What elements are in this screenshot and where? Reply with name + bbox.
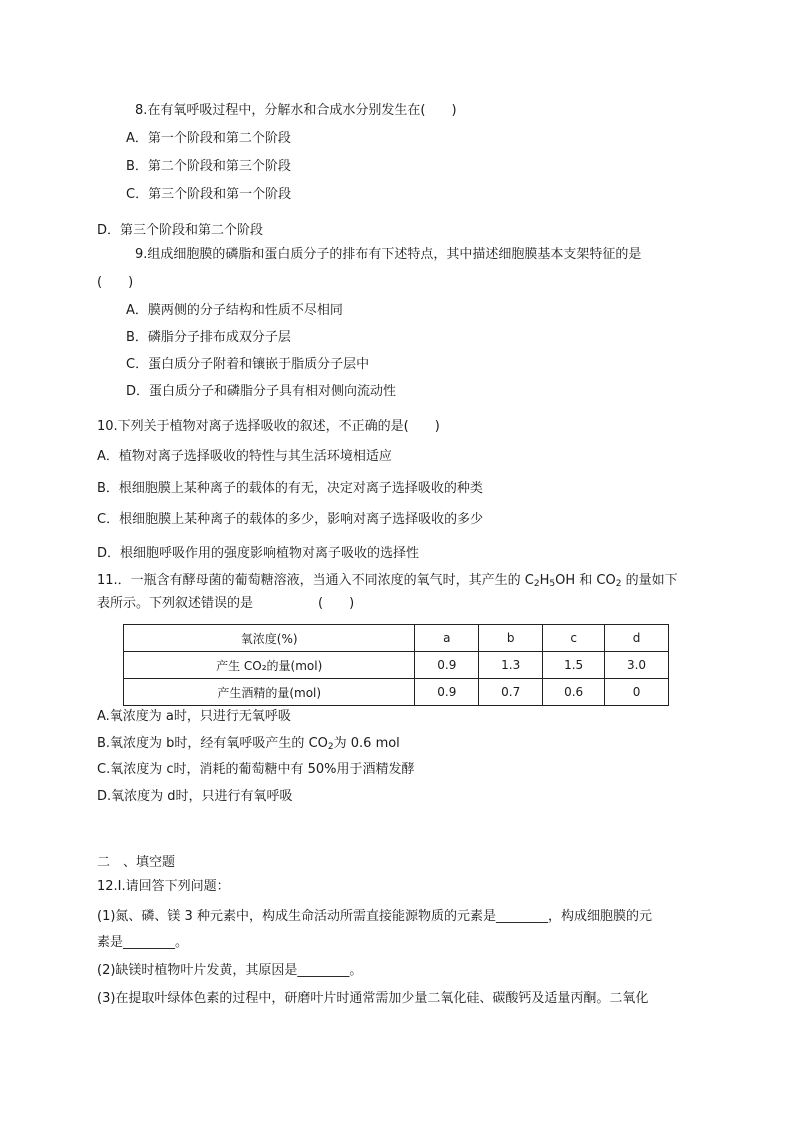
q9-option-a: A．膜两侧的分子结构和性质不尽相同 bbox=[126, 303, 343, 318]
q12-part3: (3)在提取叶绿体色素的过程中，研磨叶片时通常需加少量二氧化硅、碳酸钙及适量丙酮。二氧化 bbox=[97, 991, 649, 1006]
q8-option-b: B．第二个阶段和第三个阶段 bbox=[126, 159, 291, 174]
section-heading-fill-in: 二 、填空题 bbox=[97, 855, 176, 870]
table-header-cell: d bbox=[605, 625, 669, 652]
q12-title: 12.Ⅰ.请回答下列问题： bbox=[97, 879, 230, 894]
table-header-cell: 氧浓度(%) bbox=[124, 625, 415, 652]
q8-option-a: A．第一个阶段和第二个阶段 bbox=[126, 131, 291, 146]
q8-stem: 8.在有氧呼吸过程中，分解水和合成水分别发生在( ) bbox=[135, 103, 457, 118]
q12-part2: (2)缺镁时植物叶片发黄，其原因是________。 bbox=[97, 963, 363, 978]
table-cell: 0 bbox=[605, 679, 669, 706]
table-row-label: 产生酒精的量(mol) bbox=[124, 679, 415, 706]
table-cell: 0.7 bbox=[479, 679, 543, 706]
table-cell: 1.5 bbox=[543, 652, 605, 679]
q11-option-a: A.氧浓度为 a时，只进行无氧呼吸 bbox=[97, 709, 291, 724]
table-cell: 0.9 bbox=[415, 679, 479, 706]
table-cell: 0.6 bbox=[543, 679, 605, 706]
q12-part1-line2: 素是________。 bbox=[97, 935, 189, 950]
q10-option-c: C．根细胞膜上某种离子的载体的多少，影响对离子选择吸收的多少 bbox=[97, 512, 484, 527]
table-row bbox=[124, 625, 669, 652]
q10-stem: 10.下列关于植物对离子选择吸收的叙述，不正确的是( ) bbox=[97, 419, 440, 434]
q9-stem-bracket: ( ) bbox=[97, 275, 134, 290]
table-header-cell: b bbox=[479, 625, 543, 652]
oxygen-data-table bbox=[123, 624, 669, 706]
q9-option-b: B．磷脂分子排布成双分子层 bbox=[126, 330, 291, 345]
table-cell: 0.9 bbox=[415, 652, 479, 679]
q10-option-a: A．植物对离子选择吸收的特性与其生活环境相适应 bbox=[97, 449, 392, 464]
q11-option-c: C.氧浓度为 c时，消耗的葡萄糖中有 50%用于酒精发酵 bbox=[97, 762, 415, 777]
q9-option-c: C．蛋白质分子附着和镶嵌于脂质分子层中 bbox=[126, 357, 370, 372]
q9-option-d: D．蛋白质分子和磷脂分子具有相对侧向流动性 bbox=[126, 384, 397, 399]
table-header-cell: c bbox=[543, 625, 605, 652]
q9-stem: 9.组成细胞膜的磷脂和蛋白质分子的排布有下述特点，其中描述细胞膜基本支架特征的是 bbox=[135, 247, 642, 262]
q12-part1-line1: (1)氮、磷、镁 3 种元素中，构成生命活动所需直接能源物质的元素是________，构成细胞膜的元 bbox=[97, 909, 652, 924]
table-cell: 1.3 bbox=[479, 652, 543, 679]
table-row-label: 产生 CO₂的量(mol) bbox=[124, 652, 415, 679]
table-header-cell: a bbox=[415, 625, 479, 652]
table-row bbox=[124, 679, 669, 706]
table-cell: 3.0 bbox=[605, 652, 669, 679]
q11-stem: 11.．一瓶含有酵母菌的葡萄糖溶液，当通入不同浓度的氧气时，其产生的 $C_2H_5OH$ 和 $CO_2$ 的量如下 bbox=[97, 573, 678, 589]
q10-option-d: D．根细胞呼吸作用的强度影响植物对离子吸收的选择性 bbox=[97, 546, 420, 561]
q10-option-b: B．根细胞膜上某种离子的载体的有无，决定对离子选择吸收的种类 bbox=[97, 481, 483, 496]
q8-option-d: D．第三个阶段和第二个阶段 bbox=[97, 223, 264, 238]
q11-option-d: D.氧浓度为 d时，只进行有氧呼吸 bbox=[97, 789, 293, 804]
table-row bbox=[124, 652, 669, 679]
q8-option-c: C．第三个阶段和第一个阶段 bbox=[126, 187, 292, 202]
q11-stem-line2: 表所示。下列叙述错误的是 ( ) bbox=[97, 596, 355, 611]
q11-option-b: B.氧浓度为 b时，经有氧呼吸产生的 $CO_2$为 0.6 mol bbox=[97, 736, 400, 752]
